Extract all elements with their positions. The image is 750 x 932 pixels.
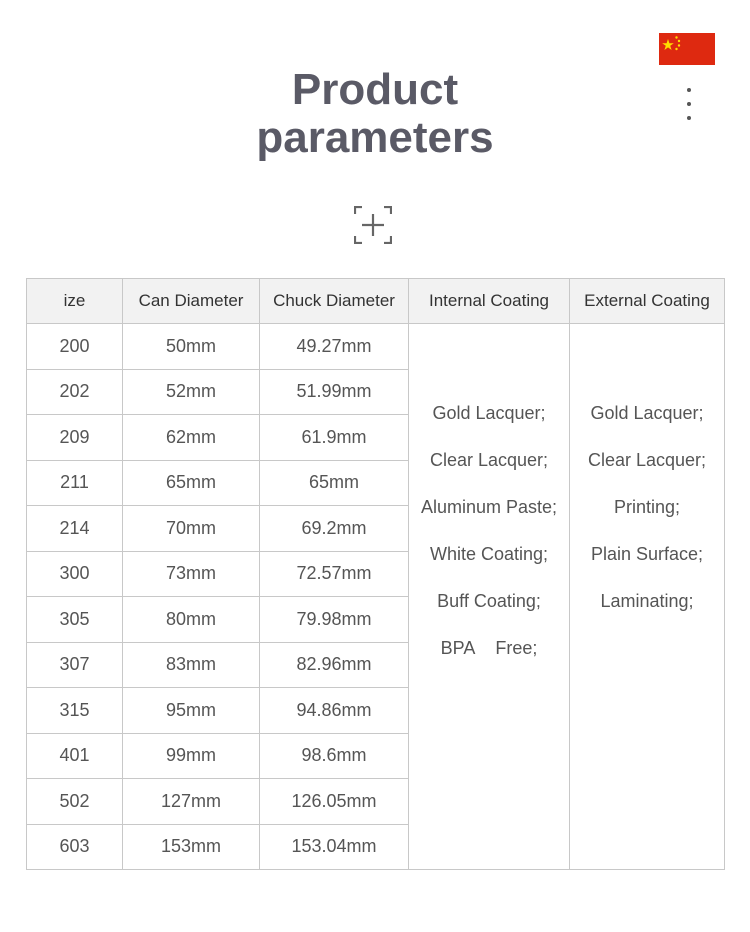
table-header-row	[27, 279, 725, 324]
coating-item: Clear Lacquer;	[587, 450, 707, 470]
cell-size: 300	[27, 551, 123, 597]
cell-can-diameter: 70mm	[123, 506, 260, 552]
cell-chuck-diameter: 94.86mm	[260, 688, 409, 734]
coating-item: Laminating;	[600, 591, 694, 611]
external-coating-cell	[570, 324, 725, 870]
cell-chuck-diameter: 98.6mm	[260, 733, 409, 779]
cell-can-diameter: 52mm	[123, 369, 260, 415]
cell-size: 401	[27, 733, 123, 779]
cell-size: 305	[27, 597, 123, 643]
page-title-line-1: Product	[291, 65, 459, 114]
cell-chuck-diameter: 51.99mm	[260, 369, 409, 415]
cell-size: 502	[27, 779, 123, 825]
coating-item: Clear Lacquer;	[429, 450, 549, 470]
cell-can-diameter: 83mm	[123, 642, 260, 688]
cell-chuck-diameter: 72.57mm	[260, 551, 409, 597]
table-row	[27, 324, 725, 370]
cell-size: 211	[27, 460, 123, 506]
cell-size: 214	[27, 506, 123, 552]
cell-can-diameter: 99mm	[123, 733, 260, 779]
cell-chuck-diameter: 153.04mm	[260, 824, 409, 870]
coating-item: Gold Lacquer;	[590, 403, 704, 423]
cell-size: 307	[27, 642, 123, 688]
product-parameters-table	[26, 278, 725, 870]
cell-can-diameter: 73mm	[123, 551, 260, 597]
coating-item: Aluminum Paste;	[420, 497, 558, 517]
cell-chuck-diameter: 126.05mm	[260, 779, 409, 825]
cell-can-diameter: 127mm	[123, 779, 260, 825]
header-chuck-diameter: Chuck Diameter	[260, 279, 409, 324]
header-internal-coating: Internal Coating	[409, 279, 570, 324]
coating-item: Plain Surface;	[590, 544, 704, 564]
cell-chuck-diameter: 65mm	[260, 460, 409, 506]
cell-can-diameter: 95mm	[123, 688, 260, 734]
cell-can-diameter: 80mm	[123, 597, 260, 643]
header-external-coating: External Coating	[570, 279, 725, 324]
internal-coating-cell	[409, 324, 570, 870]
cell-size: 315	[27, 688, 123, 734]
cell-size: 202	[27, 369, 123, 415]
cell-can-diameter: 65mm	[123, 460, 260, 506]
page-title-line-2: parameters	[256, 113, 494, 162]
zoom-crosshair-icon[interactable]	[354, 206, 392, 244]
coating-item: Gold Lacquer;	[432, 403, 546, 423]
header-can-diameter: Can Diameter	[123, 279, 260, 324]
page-title	[0, 66, 750, 162]
cell-size: 209	[27, 415, 123, 461]
cell-chuck-diameter: 82.96mm	[260, 642, 409, 688]
cell-chuck-diameter: 79.98mm	[260, 597, 409, 643]
cell-chuck-diameter: 69.2mm	[260, 506, 409, 552]
cell-chuck-diameter: 61.9mm	[260, 415, 409, 461]
coating-item: BPA Free;	[440, 638, 538, 658]
china-flag-icon[interactable]	[659, 33, 715, 65]
cell-chuck-diameter: 49.27mm	[260, 324, 409, 370]
coating-item: Buff Coating;	[437, 591, 541, 611]
header-size: ize	[27, 279, 123, 324]
cell-size: 603	[27, 824, 123, 870]
cell-size: 200	[27, 324, 123, 370]
coating-item: Printing;	[613, 497, 681, 517]
cell-can-diameter: 50mm	[123, 324, 260, 370]
cell-can-diameter: 62mm	[123, 415, 260, 461]
cell-can-diameter: 153mm	[123, 824, 260, 870]
coating-item: White Coating;	[429, 544, 549, 564]
